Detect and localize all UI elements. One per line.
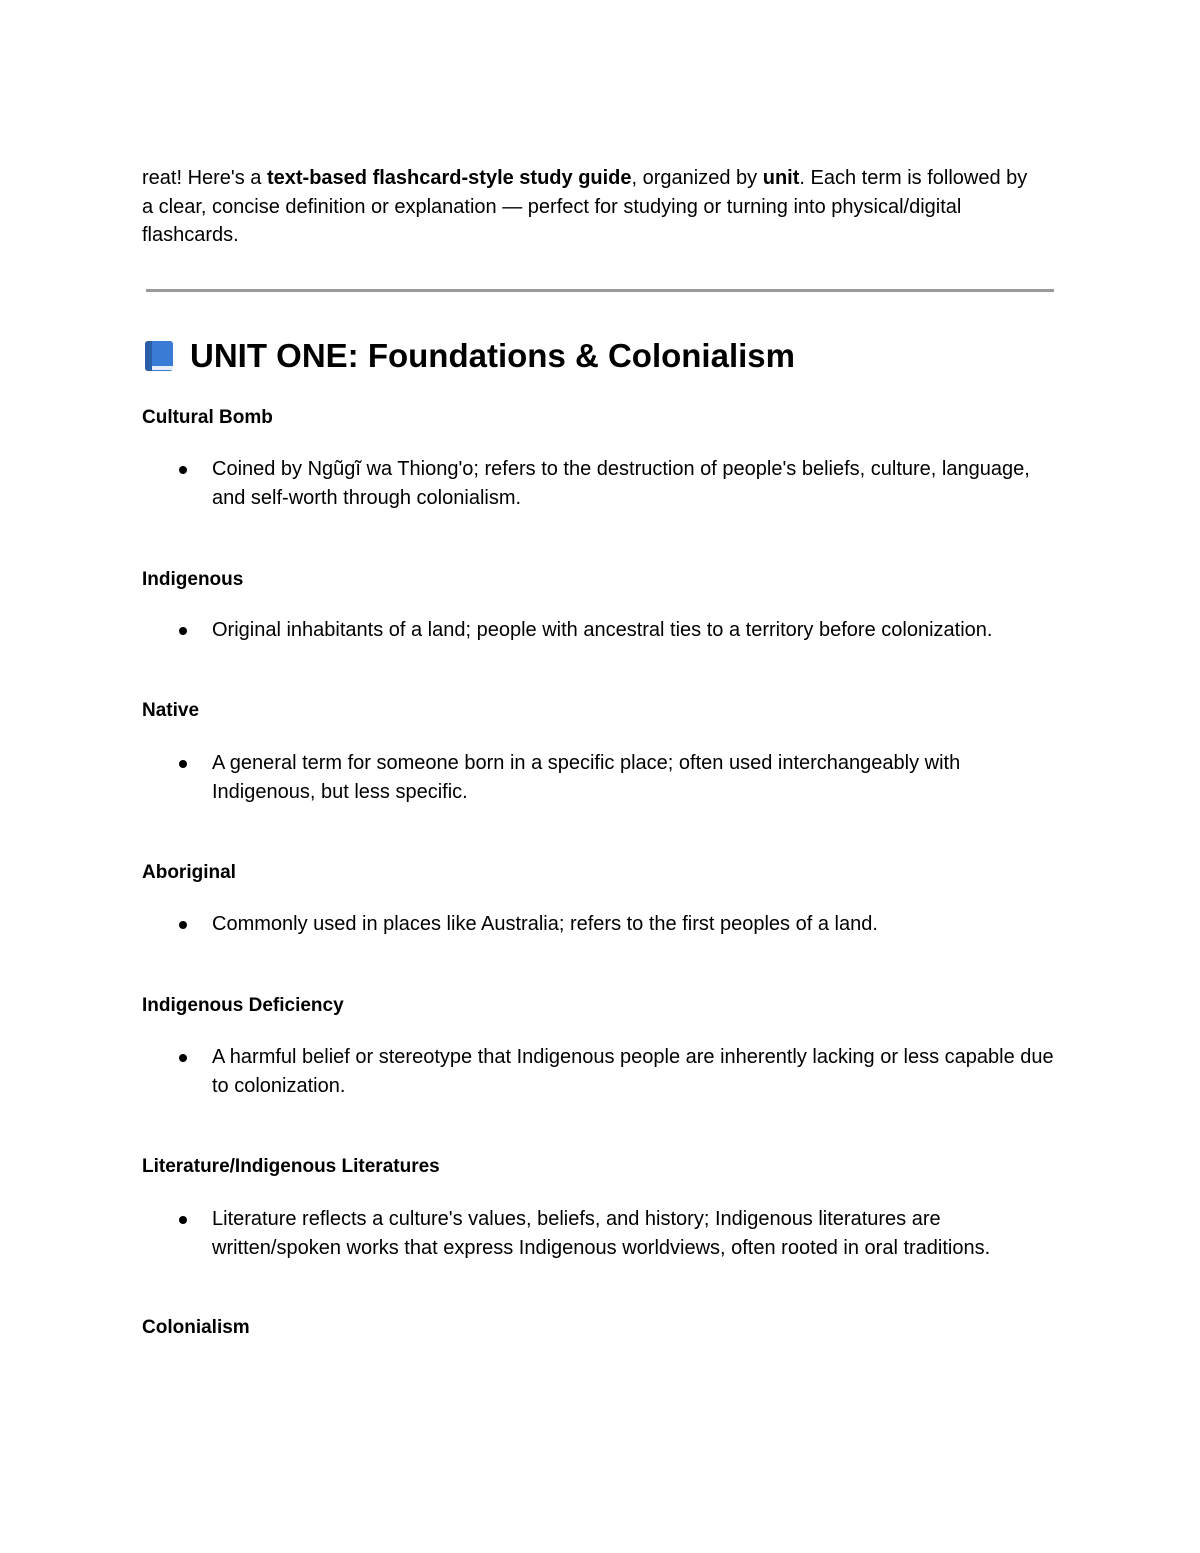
intro-paragraph bbox=[142, 164, 1042, 250]
unit-title: UNIT ONE: Foundations & Colonialism bbox=[190, 337, 795, 374]
intro-bold-1: text-based flashcard-style study guide bbox=[266, 167, 632, 189]
term-definition: Original inhabitants of a land; people with ancestral ties to a territory before colonization. bbox=[212, 619, 993, 641]
term-heading: Aboriginal bbox=[142, 862, 236, 883]
intro-text-1: reat! Here's a bbox=[142, 167, 267, 189]
bullet-icon bbox=[179, 1054, 187, 1062]
term-heading: Cultural Bomb bbox=[142, 407, 273, 428]
term-definition: Literature reflects a culture's values, beliefs, and history; Indigenous literatures are written/spoken works that express Indigenous worldviews, often rooted in oral traditions. bbox=[212, 1208, 991, 1259]
bullet-icon bbox=[179, 1216, 187, 1224]
bullet-icon bbox=[179, 760, 187, 768]
bullet-icon bbox=[179, 627, 187, 635]
intro-text-3: . Each term is followed by a clear, concise definition or explanation — perfect for studying or turning into physical/digital flashcards. bbox=[142, 167, 1028, 246]
term-heading: Literature/Indigenous Literatures bbox=[142, 1156, 440, 1177]
bullet-icon bbox=[179, 921, 187, 929]
term-definition: Commonly used in places like Australia; refers to the first peoples of a land. bbox=[212, 913, 878, 935]
term-heading: Native bbox=[142, 700, 200, 721]
unit-heading bbox=[142, 334, 795, 378]
term-definition: A harmful belief or stereotype that Indigenous people are inherently lacking or less capable due to colonization. bbox=[212, 1046, 1054, 1097]
bullet-icon bbox=[179, 466, 187, 474]
blue-book-icon bbox=[142, 339, 176, 373]
term-heading: Colonialism bbox=[142, 1317, 250, 1338]
intro-bold-2: unit bbox=[762, 167, 800, 189]
term-heading: Indigenous Deficiency bbox=[142, 995, 344, 1016]
intro-text-2: , organized by bbox=[631, 167, 763, 189]
term-definition: Coined by Ngũgĩ wa Thiong'o; refers to the destruction of people's beliefs, culture, language, and self-worth through colonialism. bbox=[212, 458, 1030, 509]
term-definition: A general term for someone born in a specific place; often used interchangeably with Indigenous, but less specific. bbox=[212, 752, 961, 803]
term-heading: Indigenous bbox=[142, 569, 244, 590]
horizontal-rule bbox=[146, 289, 1054, 292]
